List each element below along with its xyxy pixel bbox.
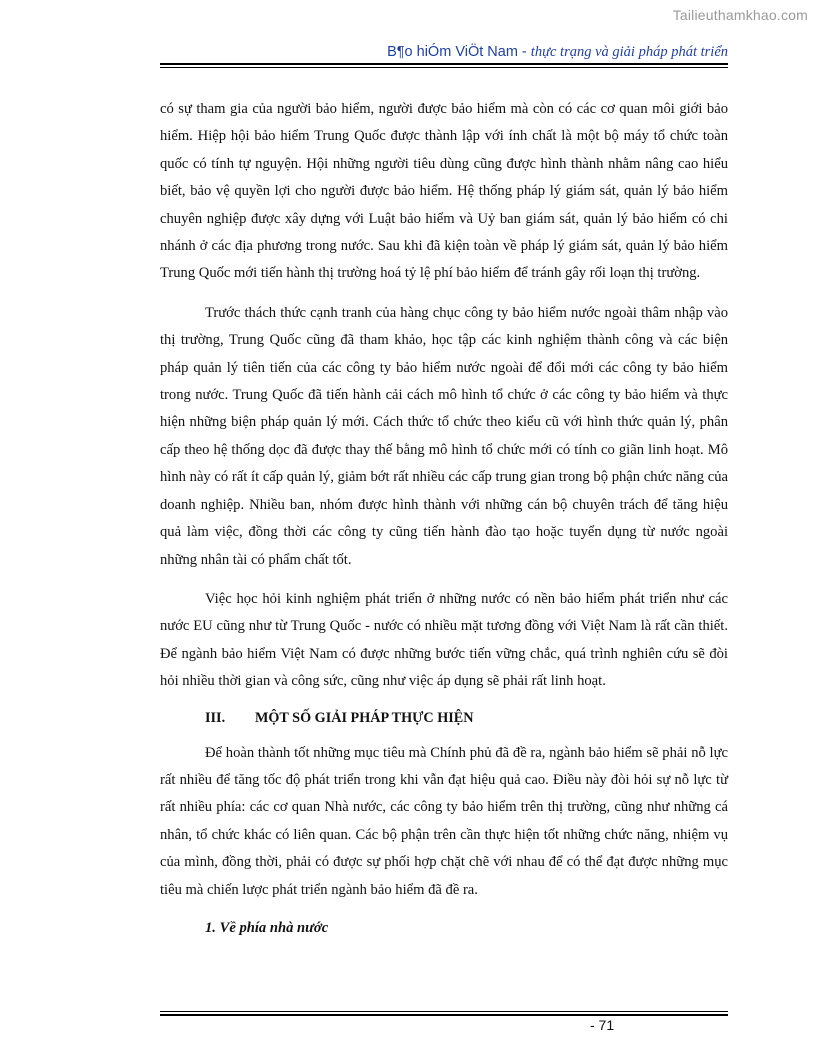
body-paragraph-1: có sự tham gia của người bảo hiểm, người được bảo hiểm mà còn có các cơ quan môi giới bảo hiểm. Hiệp hội bảo hiểm Trung Quốc được thành lập với ính chất là một bộ máy tổ chức toàn quốc có tính tự nguyện. Hội những người tiêu dùng cũng được hình thành nhằm nâng cao hiểu biết, bảo vệ quyền lợi cho người được bảo hiểm. Hệ thống pháp lý giám sát, quản lý bảo hiểm chuyên nghiệp được xây dựng với Luật bảo hiểm và Uỷ ban giám sát, quản lý bảo hiểm có chi nhánh ở các địa phương trong nước. Sau khi đã kiện toàn về pháp lý giám sát, quản lý bảo hiểm Trung Quốc mới tiến hành thị trường hoá tỷ lệ phí bảo hiểm để tránh gây rối loạn thị trường. [160,101,728,282]
section-paragraph: Để hoàn thành tốt những mục tiêu mà Chính phủ đã đề ra, ngành bảo hiểm sẽ phải nỗ lực rất nhiều để tăng tốc độ phát triển trong khi vẫn đạt hiệu quả cao. Điều này đòi hỏi sự nỗ lực từ rất nhiều phía: các cơ quan Nhà nước, các công ty bảo hiểm trên thị trường, cũng như những cá nhân, tổ chức khác có liên quan. Các bộ phận trên cần thực hiện tốt những chức năng, nhiệm vụ của mình, đồng thời, phải có được sự phối hợp chặt chẽ với nhau để có thể đạt được những mục tiêu mà chiến lược phát triển ngành bảo hiểm đã đề ra. [160,744,728,898]
body-paragraph-2: Trước thách thức cạnh tranh của hàng chục công ty bảo hiểm nước ngoài thâm nhập vào thị trường, Trung Quốc cũng đã tham khảo, học tập các kinh nghiệm thành công và các biện pháp quản lý tiên tiến của các công ty bảo hiểm nước ngoài để đổi mới các công ty bảo hiểm trong nước. Trung Quốc đã tiến hành cải cách mô hình tổ chức ở các công ty bảo hiểm và thực hiện những biện pháp quản lý mới. Cách thức tổ chức theo kiểu cũ với hình thức quản lý, phân cấp theo hệ thống dọc đã được thay thế bằng mô hình tổ chức mới có tính co giãn linh hoạt. Mô hình này có rất ít cấp quản lý, giảm bớt rất nhiều các cấp trung gian trong bộ phận chức năng của doanh nghiệp. Nhiều ban, nhóm được hình thành với những cán bộ chuyên trách để tăng hiệu quả làm việc, đồng thời các công ty cũng tiến hành đào tạo hoặc tuyển dụng từ nước ngoài những nhân tài có phẩm chất tốt. [160,304,728,568]
page-number: - 71 [590,1017,615,1033]
watermark-text: Tailieuthamkhao.com [672,7,808,23]
header-subtitle: thực trạng và giải pháp phát triển [530,44,728,60]
footer-rule [160,1014,728,1016]
page-body [160,96,728,940]
footer-rule-thin [160,1011,728,1012]
header-rule [160,63,728,65]
section-heading [160,708,728,728]
section-title: MỘT SỐ GIẢI PHÁP THỰC HIỆN [255,709,474,726]
body-paragraph-3: Việc học hỏi kinh nghiệm phát triển ở những nước có nền bảo hiểm phát triển như các nước EU cũng như từ Trung Quốc - nước có nhiều mặt tương đồng với Việt Nam là rất cần thiết. Để ngành bảo hiểm Việt Nam có được những bước tiến vững chắc, quá trình nghiên cứu sẽ đòi hỏi nhiều thời gian và công sức, cũng như việc áp dụng sẽ phải rất linh hoạt. [160,590,728,690]
section-number: III. [205,709,226,726]
running-header [160,42,728,62]
header-title: B¶o hiÓm ViÖt Nam - [387,44,531,60]
subsection-heading: 1. Về phía nhà nước [205,919,329,936]
header-rule-thin [160,67,728,68]
